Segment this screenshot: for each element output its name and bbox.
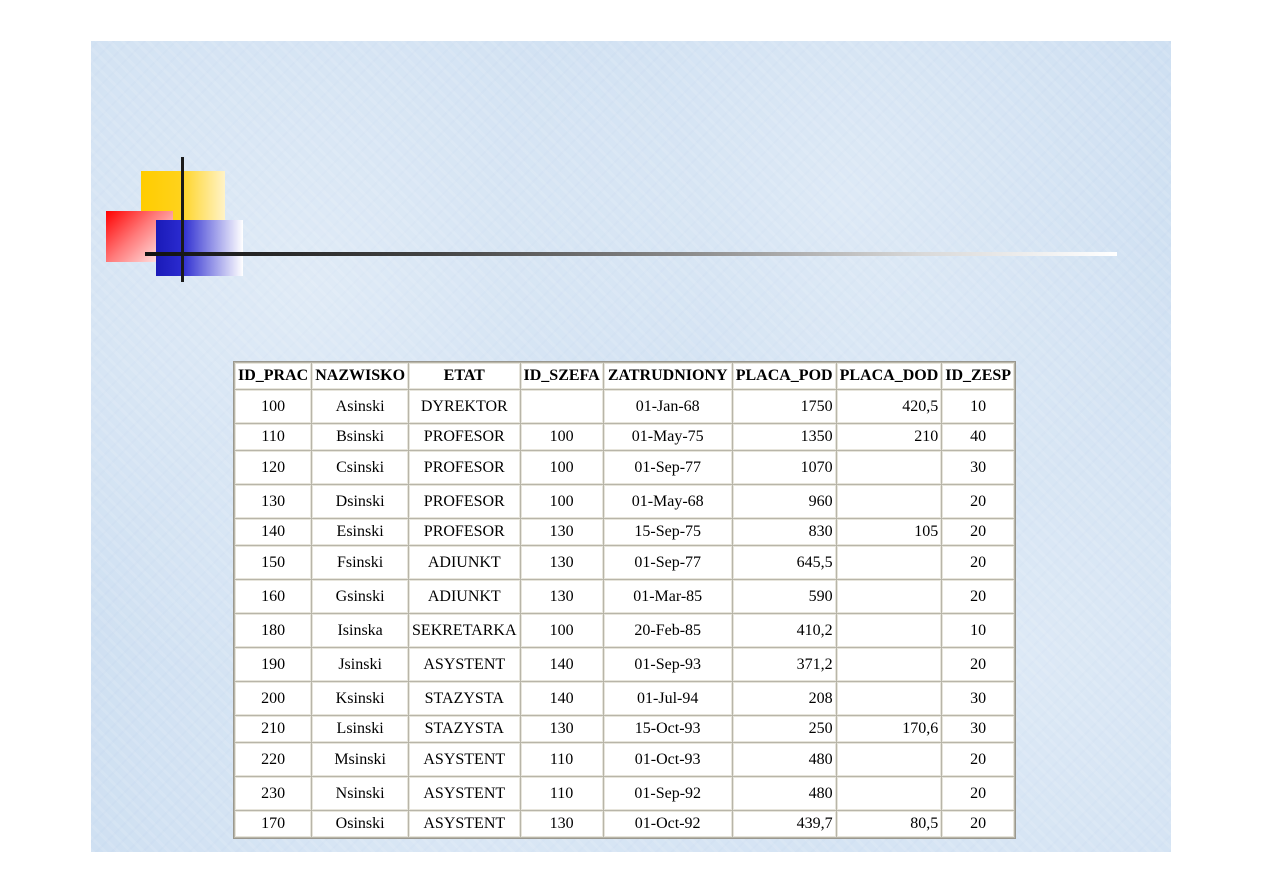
zatrudniony-cell: 01-Sep-93 [604, 648, 732, 681]
id-zesp-cell: 20 [942, 648, 1014, 681]
table-row [235, 580, 1014, 613]
id-zesp-cell: 30 [942, 451, 1014, 484]
zatrudniony-cell: 15-Sep-75 [604, 519, 732, 545]
table-row [235, 811, 1014, 837]
id-prac-cell: 190 [235, 648, 311, 681]
placa-pod-cell: 830 [733, 519, 836, 545]
id-szefa-cell: 100 [521, 424, 603, 450]
column-header: ZATRUDNIONY [604, 363, 732, 389]
placa-pod-cell: 1750 [733, 390, 836, 423]
id-prac-cell: 230 [235, 777, 311, 810]
placa-dod-cell [837, 614, 942, 647]
id-szefa-cell: 100 [521, 485, 603, 518]
table-row [235, 546, 1014, 579]
etat-cell: ASYSTENT [409, 811, 520, 837]
placa-dod-cell [837, 546, 942, 579]
id-zesp-cell: 20 [942, 580, 1014, 613]
nazwisko-cell: Msinski [312, 743, 408, 776]
placa-pod-cell: 590 [733, 580, 836, 613]
nazwisko-cell: Dsinski [312, 485, 408, 518]
etat-cell: ASYSTENT [409, 648, 520, 681]
zatrudniony-cell: 01-Sep-92 [604, 777, 732, 810]
id-zesp-cell: 30 [942, 716, 1014, 742]
nazwisko-cell: Asinski [312, 390, 408, 423]
zatrudniony-cell: 20-Feb-85 [604, 614, 732, 647]
table-header-row [235, 363, 1014, 389]
placa-pod-cell: 208 [733, 682, 836, 715]
id-zesp-cell: 20 [942, 811, 1014, 837]
etat-cell: PROFESOR [409, 519, 520, 545]
etat-cell: SEKRETARKA [409, 614, 520, 647]
zatrudniony-cell: 01-Oct-92 [604, 811, 732, 837]
placa-dod-cell [837, 743, 942, 776]
placa-pod-cell: 1350 [733, 424, 836, 450]
id-zesp-cell: 20 [942, 546, 1014, 579]
id-prac-cell: 100 [235, 390, 311, 423]
column-header: ETAT [409, 363, 520, 389]
table-row [235, 648, 1014, 681]
employee-table [233, 361, 1016, 839]
table-row [235, 716, 1014, 742]
table-row [235, 485, 1014, 518]
id-zesp-cell: 20 [942, 743, 1014, 776]
zatrudniony-cell: 15-Oct-93 [604, 716, 732, 742]
etat-cell: DYREKTOR [409, 390, 520, 423]
id-prac-cell: 160 [235, 580, 311, 613]
id-prac-cell: 210 [235, 716, 311, 742]
zatrudniony-cell: 01-Jul-94 [604, 682, 732, 715]
nazwisko-cell: Esinski [312, 519, 408, 545]
zatrudniony-cell: 01-Mar-85 [604, 580, 732, 613]
id-prac-cell: 110 [235, 424, 311, 450]
id-prac-cell: 220 [235, 743, 311, 776]
column-header: ID_ZESP [942, 363, 1014, 389]
etat-cell: ADIUNKT [409, 546, 520, 579]
column-header: ID_PRAC [235, 363, 311, 389]
id-zesp-cell: 20 [942, 777, 1014, 810]
etat-cell: STAZYSTA [409, 682, 520, 715]
table-row [235, 743, 1014, 776]
placa-pod-cell: 410,2 [733, 614, 836, 647]
column-header: NAZWISKO [312, 363, 408, 389]
id-prac-cell: 140 [235, 519, 311, 545]
id-szefa-cell: 110 [521, 777, 603, 810]
table-row [235, 451, 1014, 484]
placa-pod-cell: 250 [733, 716, 836, 742]
id-szefa-cell: 130 [521, 580, 603, 613]
nazwisko-cell: Ksinski [312, 682, 408, 715]
placa-pod-cell: 480 [733, 743, 836, 776]
placa-dod-cell [837, 485, 942, 518]
id-zesp-cell: 30 [942, 682, 1014, 715]
placa-dod-cell [837, 451, 942, 484]
etat-cell: ADIUNKT [409, 580, 520, 613]
table-row [235, 777, 1014, 810]
etat-cell: ASYSTENT [409, 743, 520, 776]
zatrudniony-cell: 01-May-75 [604, 424, 732, 450]
placa-dod-cell [837, 682, 942, 715]
zatrudniony-cell: 01-May-68 [604, 485, 732, 518]
id-prac-cell: 180 [235, 614, 311, 647]
id-szefa-cell: 110 [521, 743, 603, 776]
id-prac-cell: 130 [235, 485, 311, 518]
nazwisko-cell: Osinski [312, 811, 408, 837]
id-szefa-cell: 130 [521, 519, 603, 545]
etat-cell: PROFESOR [409, 451, 520, 484]
zatrudniony-cell: 01-Sep-77 [604, 546, 732, 579]
id-szefa-cell: 130 [521, 716, 603, 742]
id-szefa-cell [521, 390, 603, 423]
nazwisko-cell: Fsinski [312, 546, 408, 579]
table-row [235, 390, 1014, 423]
nazwisko-cell: Gsinski [312, 580, 408, 613]
nazwisko-cell: Bsinski [312, 424, 408, 450]
id-szefa-cell: 100 [521, 614, 603, 647]
table-row [235, 614, 1014, 647]
placa-dod-cell: 210 [837, 424, 942, 450]
etat-cell: PROFESOR [409, 485, 520, 518]
id-zesp-cell: 20 [942, 519, 1014, 545]
placa-pod-cell: 371,2 [733, 648, 836, 681]
placa-dod-cell [837, 777, 942, 810]
zatrudniony-cell: 01-Oct-93 [604, 743, 732, 776]
id-szefa-cell: 140 [521, 682, 603, 715]
column-header: PLACA_POD [733, 363, 836, 389]
placa-pod-cell: 645,5 [733, 546, 836, 579]
placa-pod-cell: 480 [733, 777, 836, 810]
table-row [235, 424, 1014, 450]
nazwisko-cell: Csinski [312, 451, 408, 484]
id-prac-cell: 170 [235, 811, 311, 837]
placa-dod-cell: 170,6 [837, 716, 942, 742]
placa-dod-cell [837, 580, 942, 613]
id-zesp-cell: 10 [942, 390, 1014, 423]
nazwisko-cell: Jsinski [312, 648, 408, 681]
table-row [235, 682, 1014, 715]
column-header: PLACA_DOD [837, 363, 942, 389]
id-szefa-cell: 140 [521, 648, 603, 681]
id-prac-cell: 200 [235, 682, 311, 715]
etat-cell: ASYSTENT [409, 777, 520, 810]
id-szefa-cell: 130 [521, 811, 603, 837]
zatrudniony-cell: 01-Jan-68 [604, 390, 732, 423]
placa-pod-cell: 1070 [733, 451, 836, 484]
placa-pod-cell: 960 [733, 485, 836, 518]
id-prac-cell: 120 [235, 451, 311, 484]
column-header: ID_SZEFA [521, 363, 603, 389]
id-zesp-cell: 10 [942, 614, 1014, 647]
id-zesp-cell: 40 [942, 424, 1014, 450]
zatrudniony-cell: 01-Sep-77 [604, 451, 732, 484]
id-prac-cell: 150 [235, 546, 311, 579]
placa-dod-cell: 105 [837, 519, 942, 545]
placa-dod-cell [837, 648, 942, 681]
placa-pod-cell: 439,7 [733, 811, 836, 837]
etat-cell: STAZYSTA [409, 716, 520, 742]
table-row [235, 519, 1014, 545]
nazwisko-cell: Isinska [312, 614, 408, 647]
id-szefa-cell: 100 [521, 451, 603, 484]
id-szefa-cell: 130 [521, 546, 603, 579]
placa-dod-cell: 420,5 [837, 390, 942, 423]
id-zesp-cell: 20 [942, 485, 1014, 518]
nazwisko-cell: Nsinski [312, 777, 408, 810]
etat-cell: PROFESOR [409, 424, 520, 450]
placa-dod-cell: 80,5 [837, 811, 942, 837]
nazwisko-cell: Lsinski [312, 716, 408, 742]
